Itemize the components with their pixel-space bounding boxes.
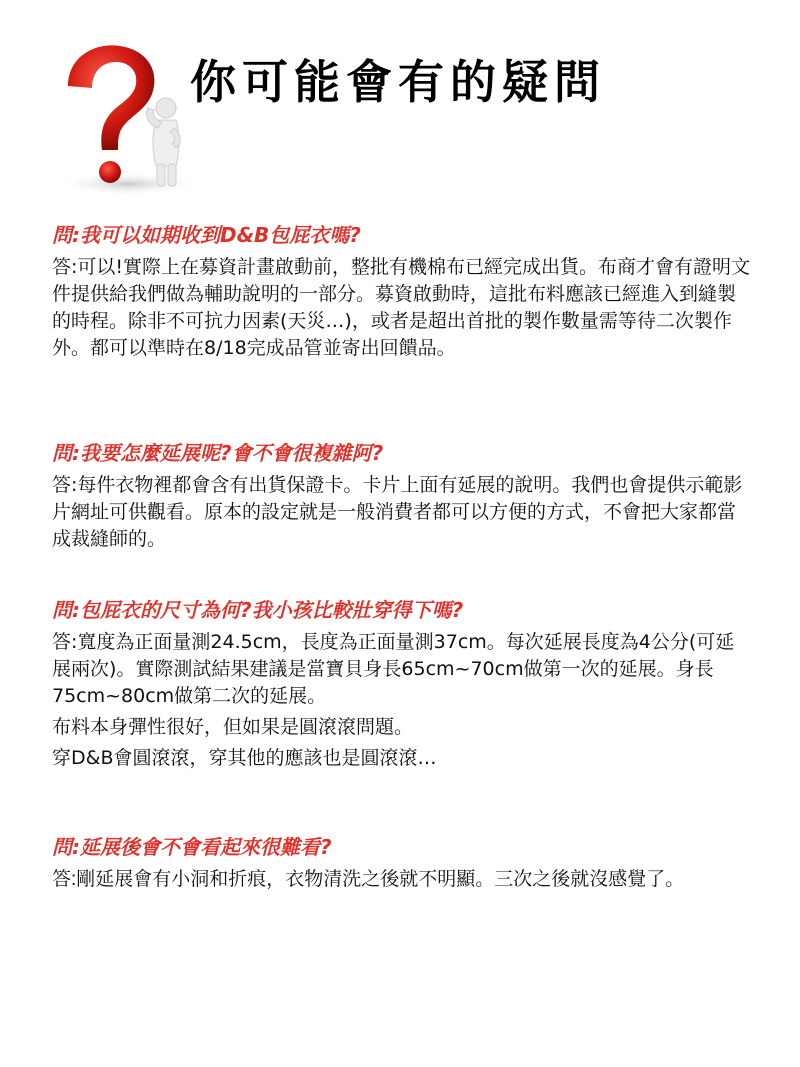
faq-answer-note: 布料本身彈性很好，但如果是圓滾滾問題。 bbox=[52, 716, 414, 738]
faq-item-extension bbox=[52, 440, 752, 553]
faq-answer: 答:剛延展會有小洞和折痕，衣物清洗之後就不明顯。三次之後就沒感覺了。 bbox=[52, 869, 685, 890]
page-header bbox=[40, 28, 760, 198]
faq-answer-note: 穿D&B會圓滾滾，穿其他的應該也是圓滾滾… bbox=[52, 747, 437, 769]
faq-answer: 答:可以!實際上在募資計畫啟動前，整批有機棉布已經完成出貨。布商才會有證明文件提供給我們做為輔助說明的一部分。募資啟動時，這批布料應該已經進入到縫製的時程。除非不可抗力因素(天災…)，或者是超出首批的製作數量需等待二次製作外。都可以準時在8/18完成品管並寄出回饋品。 bbox=[52, 256, 751, 359]
faq-item-size bbox=[52, 597, 752, 772]
question-mark-figure-icon bbox=[48, 38, 208, 198]
faq-answer: 答:每件衣物裡都會含有出貨保證卡。卡片上面有延展的說明。我們也會提供示範影片網址可供觀看。原本的設定就是一般消費者都可以方便的方式，不會把大家都當成裁縫師的。 bbox=[52, 474, 743, 550]
faq-answer: 答:寬度為正面量測24.5cm，長度為正面量測37cm。每次延展長度為4公分(可延展兩次)。實際測試結果建議是當寶貝身長65cm~70cm做第一次的延展。身長75cm~80cm做第二次的延展。 bbox=[52, 631, 735, 707]
faq-question: 問:我可以如期收到D&B包屁衣嗎? bbox=[52, 223, 361, 247]
page-title: 你可能會有的疑問 bbox=[190, 55, 606, 109]
faq-item-appearance bbox=[52, 834, 752, 893]
faq-question: 問:延展後會不會看起來很難看? bbox=[52, 835, 332, 859]
faq-item-delivery bbox=[52, 222, 752, 362]
faq-question: 問:我要怎麼延展呢?會不會很複雜阿? bbox=[52, 441, 384, 465]
faq-question: 問:包屁衣的尺寸為何?我小孩比較壯穿得下嗎? bbox=[52, 598, 464, 622]
